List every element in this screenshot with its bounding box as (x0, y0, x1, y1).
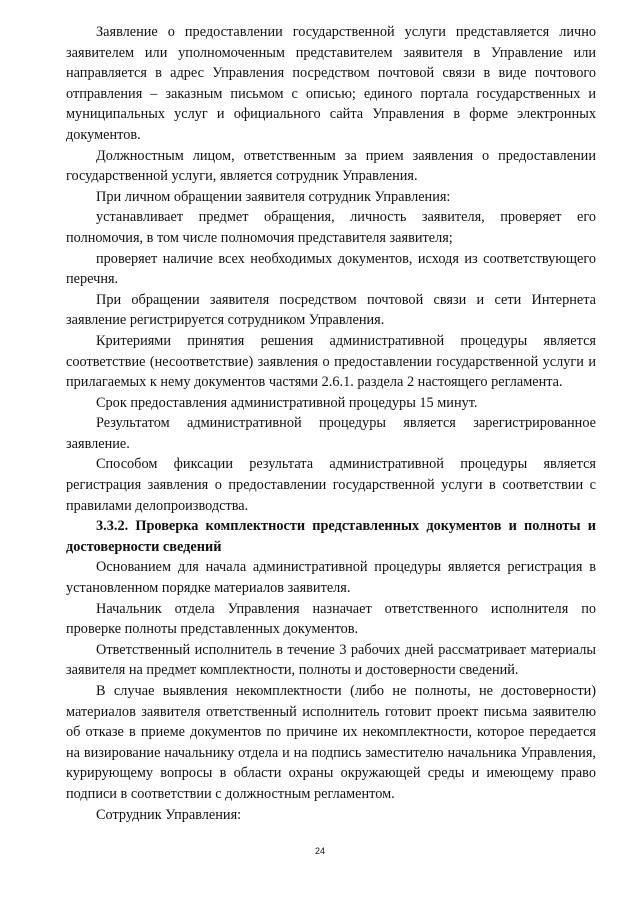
document-page (66, 22, 596, 825)
page-number: 24 (314, 846, 325, 856)
paragraph-procedure-result: Результатом административной процедуры является зарегистрированное заявление. (66, 415, 596, 452)
paragraph-review-period: Ответственный исполнитель в течение 3 рабочих дней рассматривает материалы заявителя на предмет комплектности, полноты и достоверности сведений. (66, 641, 596, 679)
paragraph-procedure-basis: Основанием для начала административной процедуры является регистрация в установленном порядке материалов заявителя. (66, 559, 596, 597)
paragraph-employee-intro: Сотрудник Управления: (96, 806, 242, 823)
paragraph-establishes-subject: устанавливает предмет обращения, личность заявителя, проверяет его полномочия, в том числе полномочия представителя заявителя; (66, 209, 596, 246)
paragraph-incompleteness-case: В случае выявления некомплектности (либо не полноты, не достоверности) материалов заявителя ответственный исполнитель готовит проект письма заявителю об отказе в приеме документов по причине их некомплектности, которое передается на визирование начальнику отдела и на подпись заместителю начальника Управления, курирующему вопросы в области охраны окружающей среды и имеющему право подписи в соответствии с должностным регламентом. (66, 683, 596, 802)
paragraph-procedure-term: Срок предоставления административной процедуры 15 минут. (96, 394, 478, 411)
paragraph-postal-registration: При обращении заявителя посредством почтовой связи и сети Интернета заявление регистрируется сотрудником Управления. (66, 291, 596, 329)
paragraph-assign-executor: Начальник отдела Управления назначает ответственного исполнителя по проверке полноты представленных документов. (66, 600, 596, 638)
paragraph-responsible-official: Должностным лицом, ответственным за прием заявления о предоставлении государственной услуги, является сотрудник Управления. (66, 147, 596, 185)
paragraph-personal-visit: При личном обращении заявителя сотрудник Управления: (96, 188, 451, 205)
paragraph-checks-documents: проверяет наличие всех необходимых документов, исходя из соответствующего перечня. (66, 250, 596, 288)
paragraph-result-fixation: Способом фиксации результата административной процедуры является регистрация заявления о предоставлении государственной услуги в соответствии с правилами делопроизводства. (66, 456, 596, 514)
paragraph-application-submission: Заявление о предоставлении государственной услуги представляется лично заявителем или уполномоченным представителем заявителя в Управление или направляется в адрес Управления посредством почтовой связи в виде почтового отправления – заказным письмом с описью; единого портала государственных и муниципальных услуг и официального сайта Управления в форме электронных документов. (66, 24, 596, 143)
paragraph-decision-criteria: Критериями принятия решения административной процедуры является соответствие (несоответствие) заявления о предоставлении государственной услуги и прилагаемых к нему документов частями 2.6.1. раздела 2 настоящего регламента. (66, 332, 596, 391)
section-heading-3-3-2: 3.3.2. Проверка комплектности представленных документов и полноты и достоверности сведений (66, 518, 596, 555)
